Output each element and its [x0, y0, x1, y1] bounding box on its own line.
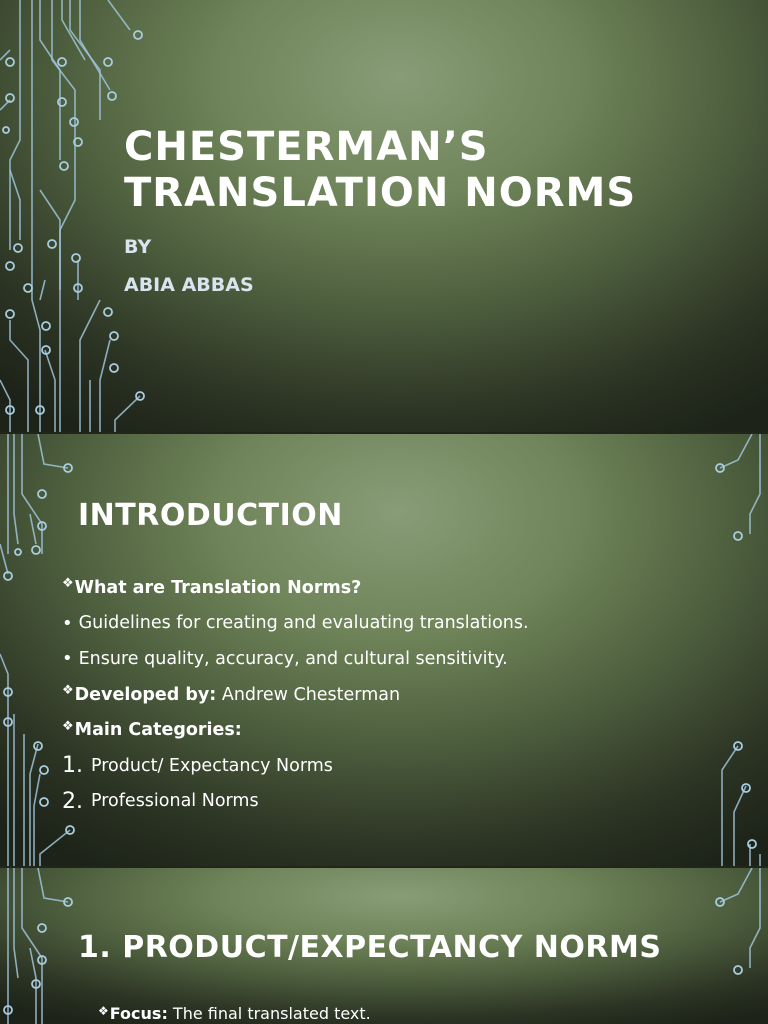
list-item: • Guidelines for creating and evaluating translations.: [62, 612, 529, 634]
circuit-decoration-right: [708, 434, 768, 866]
circuit-decoration-left: [0, 868, 90, 1024]
title-slide: [0, 0, 768, 432]
diamond-bullet-icon: ❖: [98, 1004, 109, 1018]
diamond-bullet-icon: ❖: [62, 576, 74, 592]
diamond-bullet-icon: ❖: [62, 718, 74, 734]
by-label: BY: [124, 236, 152, 258]
item-number: 2.: [62, 788, 83, 814]
product-norms-slide: [0, 868, 768, 1024]
list-item: ❖ Developed by: Andrew Chesterman: [62, 683, 401, 705]
list-item: 1. Product/ Expectancy Norms: [62, 753, 333, 779]
presentation-title: [124, 124, 636, 216]
bullet-icon: •: [62, 612, 73, 634]
list-item: 2. Professional Norms: [62, 788, 259, 814]
title-line-1: CHESTERMAN’S: [124, 124, 489, 170]
content-list: [62, 570, 529, 819]
title-line-2: TRANSLATION NORMS: [124, 170, 637, 216]
introduction-slide: [0, 434, 768, 866]
slide-title: 1. PRODUCT/EXPECTANCY NORMS: [78, 930, 662, 965]
slide-title: INTRODUCTION: [78, 498, 343, 533]
author-name: ABIA ABBAS: [124, 274, 254, 296]
circuit-decoration-right: [708, 868, 768, 1024]
item-number: 1.: [62, 753, 83, 779]
list-item: ❖ What are Translation Norms?: [62, 576, 362, 598]
circuit-decoration-left: [0, 0, 160, 432]
bullet-icon: •: [62, 648, 73, 670]
list-item: ❖ Main Categories:: [62, 718, 242, 741]
list-item: • Ensure quality, accuracy, and cultural sensitivity.: [62, 648, 508, 670]
focus-line: ❖Focus: The final translated text.: [98, 1004, 371, 1023]
diamond-bullet-icon: ❖: [62, 683, 74, 699]
